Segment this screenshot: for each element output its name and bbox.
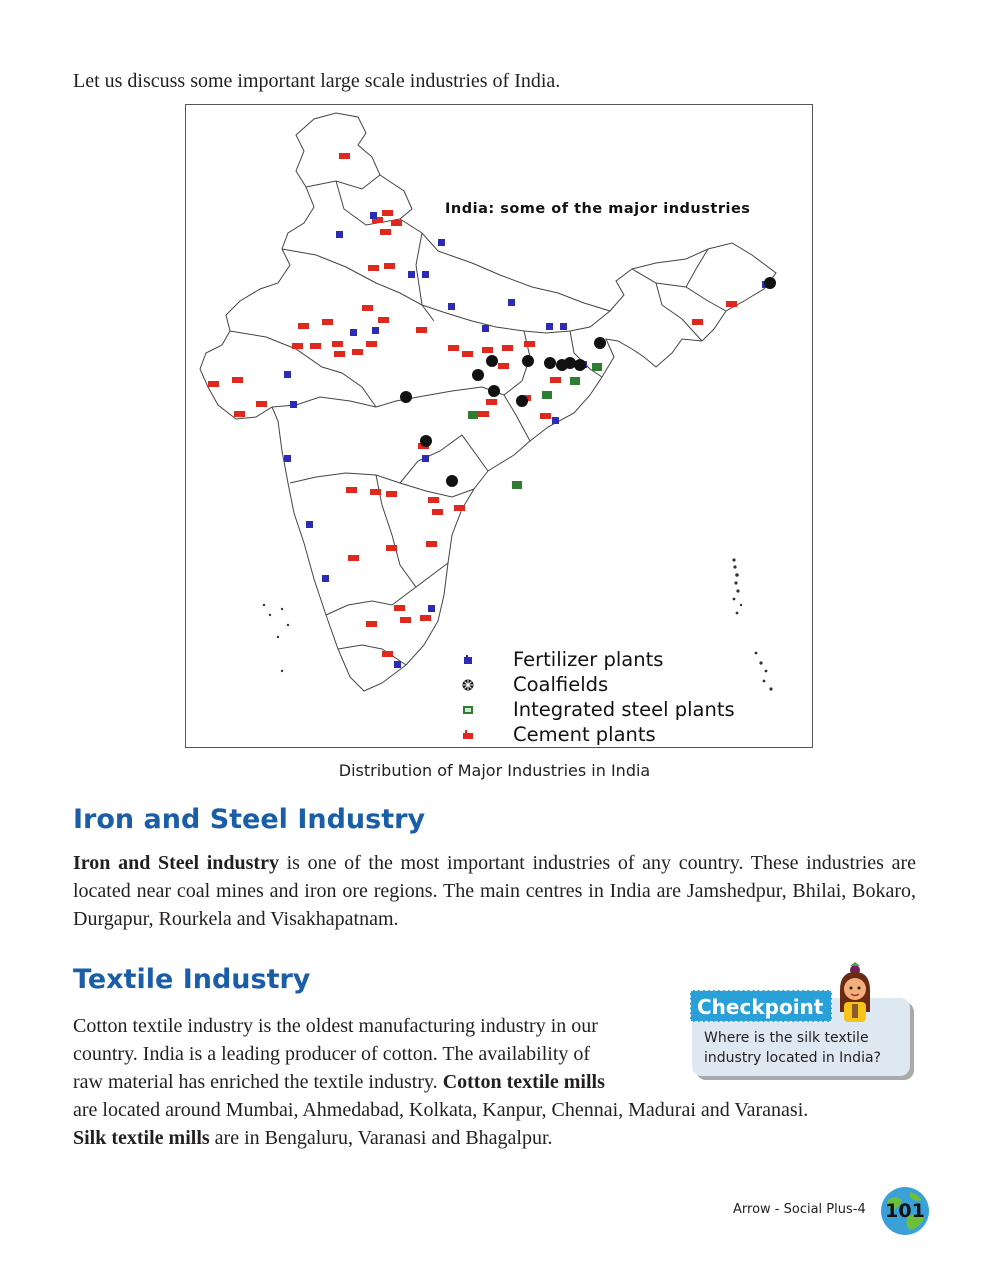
textile-line-5-text: are in Bengaluru, Varanasi and Bhagalpur. bbox=[209, 1127, 553, 1149]
textile-line-3-text: raw material has enriched the textile industry. bbox=[73, 1071, 443, 1093]
checkpoint-question: Where is the silk textile industry located in India? bbox=[704, 1030, 881, 1066]
page-number: 101 bbox=[885, 1200, 925, 1222]
iron-steel-text: is one of the most important industries of any country. These industries are located near coal mines and iron ore regions. The main centres in India are Jamshedpur, Bhilai, Bokaro, Durgapur, Rourkela and Visakhapatnam. bbox=[73, 852, 917, 930]
textile-heading: Textile Industry bbox=[73, 964, 311, 995]
checkpoint-label: Checkpoint bbox=[690, 990, 832, 1022]
legend-label: Cement plants bbox=[513, 723, 656, 746]
iron-steel-paragraph bbox=[73, 849, 916, 933]
map-title: India: some of the major industries bbox=[445, 201, 751, 217]
textile-paragraph-wrapped bbox=[73, 1012, 673, 1096]
silk-mills-bold: Silk textile mills bbox=[73, 1127, 210, 1149]
textile-line-5 bbox=[73, 1124, 916, 1152]
textile-line-3 bbox=[73, 1068, 673, 1096]
map-caption: Distribution of Major Industries in India bbox=[338, 761, 651, 780]
book-title: Arrow - Social Plus-4 bbox=[733, 1202, 866, 1217]
legend-label: Fertilizer plants bbox=[513, 648, 664, 671]
fertilizer-plant-icon bbox=[462, 654, 476, 666]
textile-paragraph-full bbox=[73, 1096, 916, 1152]
legend-label: Integrated steel plants bbox=[513, 698, 735, 721]
cotton-mills-bold: Cotton textile mills bbox=[442, 1071, 605, 1093]
cement-plant-icon bbox=[462, 729, 476, 741]
iron-steel-heading: Iron and Steel Industry bbox=[73, 804, 426, 835]
girl-mascot-icon bbox=[834, 962, 876, 1024]
legend-label: Coalfields bbox=[513, 673, 609, 696]
textile-line-4: are located around Mumbai, Ahmedabad, Kolkata, Kanpur, Chennai, Madurai and Varanasi. bbox=[73, 1099, 809, 1121]
india-industries-map bbox=[185, 104, 813, 748]
intro-text: Let us discuss some important large scale industries of India. bbox=[73, 70, 561, 92]
iron-steel-bold-lead: Iron and Steel industry bbox=[73, 852, 279, 874]
textile-line-1: Cotton textile industry is the oldest manufacturing industry in our bbox=[73, 1015, 598, 1037]
steel-plant-icon bbox=[462, 704, 476, 716]
textile-line-2: country. India is a leading producer of cotton. The availability of bbox=[73, 1043, 591, 1065]
checkpoint-box bbox=[690, 990, 914, 1082]
coalfield-icon bbox=[462, 679, 476, 693]
